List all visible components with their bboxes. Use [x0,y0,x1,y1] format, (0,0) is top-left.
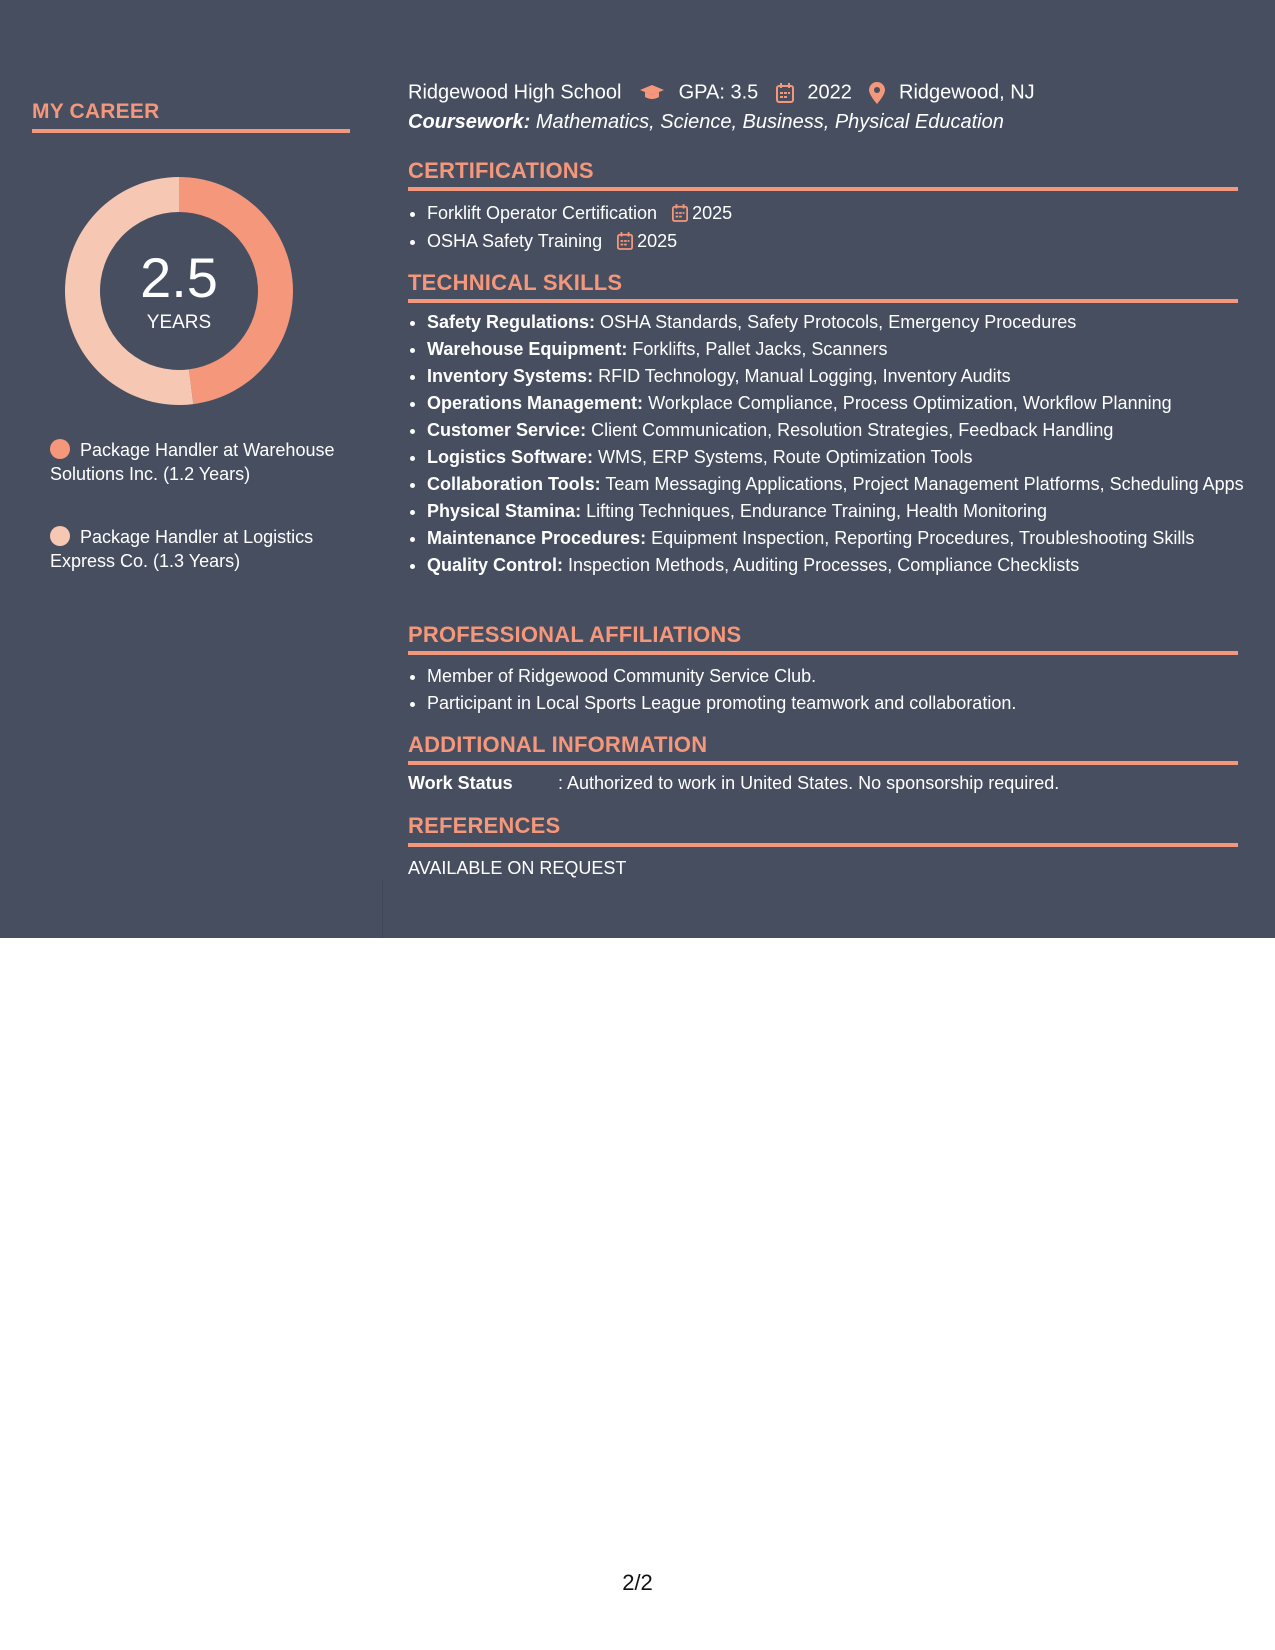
education-line [408,80,1238,105]
location-pin-icon [869,82,885,104]
references-text: AVAILABLE ON REQUEST [408,858,627,878]
skill-text: Forklifts, Pallet Jacks, Scanners [632,339,888,359]
skill-label: Physical Stamina: [427,501,582,521]
skill-item [427,418,1257,442]
certification-item [427,227,1257,255]
skill-item [427,310,1257,334]
additional-info-rule [408,761,1238,765]
legend-dot-icon [50,526,70,546]
skill-item [427,337,1257,361]
coursework-text: Mathematics, Science, Business, Physical Education [535,111,1004,133]
gpa: GPA: 3.5 [678,81,759,104]
affiliations-rule [408,651,1238,655]
additional-info-heading: ADDITIONAL INFORMATION [408,732,708,757]
page-number: 2/2 [622,1570,653,1595]
school-name: Ridgewood High School [408,81,622,104]
skill-label: Operations Management: [427,393,644,413]
references-rule [408,843,1238,847]
affiliation-item: • Member of Ridgewood Community Service Club. [427,663,1257,690]
career-heading-underline [32,129,350,133]
skill-item [427,526,1257,550]
affiliations-list [408,663,1257,717]
certifications-list [408,199,1257,255]
work-status-row [408,773,1238,794]
skill-text: Inspection Methods, Auditing Processes, Compliance Checklists [568,555,1080,575]
career-heading: MY CAREER [32,100,160,123]
certification-name: OSHA Safety Training [427,231,603,251]
skill-label: Safety Regulations: [427,312,596,332]
career-legend-item [50,525,350,573]
skill-label: Collaboration Tools: [427,474,601,494]
affiliation-item: • Participant in Local Sports League promoting teamwork and collaboration. [427,690,1257,717]
certifications-heading: CERTIFICATIONS [408,158,594,183]
certification-name: Forklift Operator Certification [427,203,658,223]
affiliations-heading: PROFESSIONAL AFFILIATIONS [408,622,742,647]
calendar-icon [776,83,794,103]
career-legend-label: Package Handler at Logistics Express Co. (1.3 Years) [50,527,314,571]
career-legend-item [50,438,350,486]
skill-label: Logistics Software: [427,447,594,467]
skills-list [408,310,1257,580]
certifications-rule [408,187,1238,191]
coursework-line [408,111,1238,134]
skill-text: OSHA Standards, Safety Protocols, Emergency Procedures [600,312,1077,332]
skill-label: Maintenance Procedures: [427,528,647,548]
career-legend-label: Package Handler at Warehouse Solutions Inc. (1.2 Years) [50,440,335,484]
skill-text: Workplace Compliance, Process Optimization, Workflow Planning [648,393,1172,413]
work-status-value: : Authorized to work in United States. No sponsorship required. [558,773,1060,793]
skill-label: Quality Control: [427,555,563,575]
school-location: Ridgewood, NJ [899,81,1035,104]
graduation-year: 2022 [807,81,852,104]
skill-text: Lifting Techniques, Endurance Training, Health Monitoring [586,501,1048,521]
skill-item [427,445,1257,469]
certification-year: 2025 [637,231,678,251]
skill-text: WMS, ERP Systems, Route Optimization Tools [598,447,973,467]
skill-item [427,499,1257,523]
skill-text: RFID Technology, Manual Logging, Inventory Audits [598,366,1011,386]
certification-year: 2025 [692,203,733,223]
skills-heading: TECHNICAL SKILLS [408,270,623,295]
skill-text: Client Communication, Resolution Strategies, Feedback Handling [591,420,1114,440]
calendar-icon [672,204,688,222]
certification-item [427,199,1257,227]
skill-label: Customer Service: [427,420,587,440]
career-total-unit: YEARS [146,312,212,333]
skill-item [427,472,1257,496]
skill-label: Warehouse Equipment: [427,339,628,359]
coursework-label: Coursework: [408,111,531,133]
skill-item [427,553,1257,577]
work-status-label: Work Status [408,773,513,793]
career-total-value: 2.5 [140,246,218,309]
legend-dot-icon [50,439,70,459]
graduation-cap-icon [639,84,665,102]
skill-label: Inventory Systems: [427,366,594,386]
calendar-icon [617,232,633,250]
skills-rule [408,299,1238,303]
references-heading: REFERENCES [408,813,561,838]
column-divider [382,880,383,938]
skill-item [427,364,1257,388]
skill-text: Equipment Inspection, Reporting Procedures, Troubleshooting Skills [651,528,1195,548]
skill-text: Team Messaging Applications, Project Management Platforms, Scheduling Apps [605,474,1244,494]
skill-item [427,391,1257,415]
